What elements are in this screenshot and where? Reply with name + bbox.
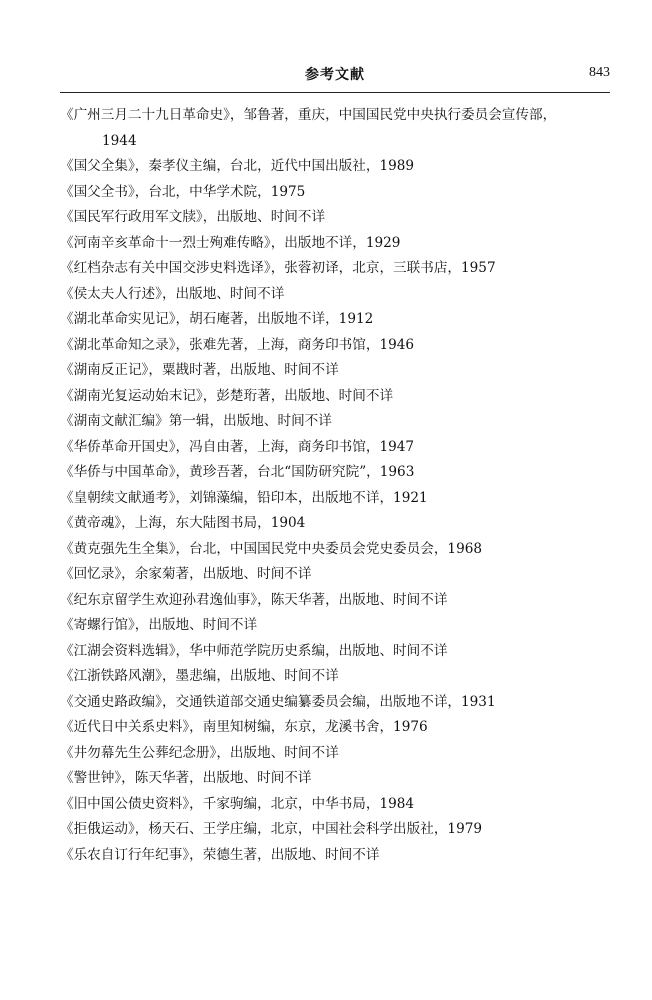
bibliography-entry — [60, 511, 620, 537]
entry-text: 《黄克强先生全集》，台北，中国国民党中央委员会党史委员会，1968 — [60, 540, 483, 557]
entry-text: 《湖南光复运动始末记》，彭楚珩著，出版地、时间不详 — [60, 387, 394, 404]
running-header — [60, 58, 610, 93]
bibliography-entry — [60, 843, 620, 869]
bibliography-entry — [60, 205, 620, 231]
entry-text: 《乐农自订行年纪事》，荣德生著，出版地、时间不详 — [60, 846, 380, 863]
bibliography-entry — [60, 715, 620, 741]
bibliography-entry — [60, 256, 620, 282]
bibliography-entry — [60, 613, 620, 639]
entry-text: 《湖北革命知之录》，张难先著，上海，商务印书馆，1946 — [60, 336, 415, 353]
bibliography-entry — [60, 358, 620, 384]
entry-text: 《近代日中关系史料》，南里知树编，东京，龙溪书舍，1976 — [60, 719, 428, 735]
bibliography-entry — [60, 588, 620, 614]
bibliography-entry — [60, 307, 620, 333]
entry-text: 《警世钟》，陈天华著，出版地、时间不详 — [60, 770, 312, 786]
entry-text: 《江浙铁路风潮》，墨悲编，出版地、时间不详 — [60, 668, 339, 684]
entry-text: 《国父全集》，秦孝仪主编，台北，近代中国出版社，1989 — [60, 158, 415, 174]
bibliography-list — [60, 103, 620, 868]
bibliography-entry — [60, 664, 620, 690]
entry-text: 《红档杂志有关中国交涉史料选译》，张蓉初译，北京，三联书店，1957 — [60, 260, 496, 276]
entry-text: 《江湖会资料选辑》，华中师范学院历史系编，出版地、时间不详 — [60, 642, 448, 659]
entry-text: 《河南辛亥革命十一烈士殉难传略》，出版地不详，1929 — [60, 234, 401, 251]
entry-text: 《湖北革命实见记》，胡石庵著，出版地不详，1912 — [60, 311, 374, 327]
entry-text: 《侯太夫人行述》，出版地、时间不详 — [60, 285, 285, 302]
bibliography-entry — [60, 741, 620, 767]
entry-text: 《交通史路政编》，交通铁道部交通史编纂委员会编，出版地不详，1931 — [60, 693, 496, 710]
bibliography-entry — [60, 409, 620, 435]
bibliography-entry — [60, 180, 620, 206]
bibliography-entry — [60, 690, 620, 716]
page-number: 843 — [589, 65, 610, 80]
bibliography-entry — [60, 231, 620, 257]
bibliography-entry — [60, 766, 620, 792]
entry-text: 《湖南文献汇编》第一辑，出版地、时间不详 — [60, 413, 332, 429]
bibliography-entry — [60, 154, 620, 180]
bibliography-entry — [60, 282, 620, 308]
entry-text: 《华侨与中国革命》，黄珍吾著，台北“国防研究院”，1963 — [60, 464, 415, 480]
bibliography-entry — [60, 562, 620, 588]
entry-continuation: 1944 — [102, 132, 137, 149]
bibliography-entry — [60, 792, 620, 818]
bibliography-entry — [60, 384, 620, 410]
bibliography-entry — [60, 486, 620, 512]
entry-text: 《国民军行政用军文牍》，出版地、时间不详 — [60, 209, 326, 225]
entry-text: 《回忆录》，余家菊著，出版地、时间不详 — [60, 566, 312, 582]
entry-text: 《华侨革命开国史》，冯自由著，上海，商务印书馆，1947 — [60, 438, 415, 455]
bibliography-entry — [60, 817, 620, 843]
entry-text: 《寄螺行馆》，出版地、时间不详 — [60, 617, 258, 633]
bibliography-entry — [60, 103, 620, 154]
entry-text: 《广州三月二十九日革命史》，邹鲁著，重庆，中国国民党中央执行委员会宣传部， — [60, 107, 557, 123]
entry-text: 《国父全书》，台北，中华学术院，1975 — [60, 183, 306, 200]
entry-text: 《旧中国公债史资料》，千家驹编，北京，中华书局，1984 — [60, 795, 415, 812]
bibliography-entry — [60, 333, 620, 359]
bibliography-entry — [60, 537, 620, 563]
entry-text: 《纪东京留学生欢迎孙君逸仙事》，陈天华著，出版地、时间不详 — [60, 591, 448, 608]
entry-text: 《井勿幕先生公葬纪念册》，出版地、时间不详 — [60, 744, 339, 761]
entry-text: 《黄帝魂》，上海，东大陆图书局，1904 — [60, 515, 306, 531]
bibliography-entry — [60, 460, 620, 486]
entry-text: 《湖南反正记》，粟戡时著，出版地、时间不详 — [60, 362, 339, 378]
entry-text: 《拒俄运动》，杨天石、王学庄编，北京，中国社会科学出版社，1979 — [60, 821, 483, 837]
bibliography-entry — [60, 639, 620, 665]
header-title: 参考文献 — [305, 67, 365, 83]
bibliography-entry — [60, 435, 620, 461]
entry-text: 《皇朝续文献通考》，刘锦藻编，铅印本，出版地不详，1921 — [60, 489, 428, 506]
